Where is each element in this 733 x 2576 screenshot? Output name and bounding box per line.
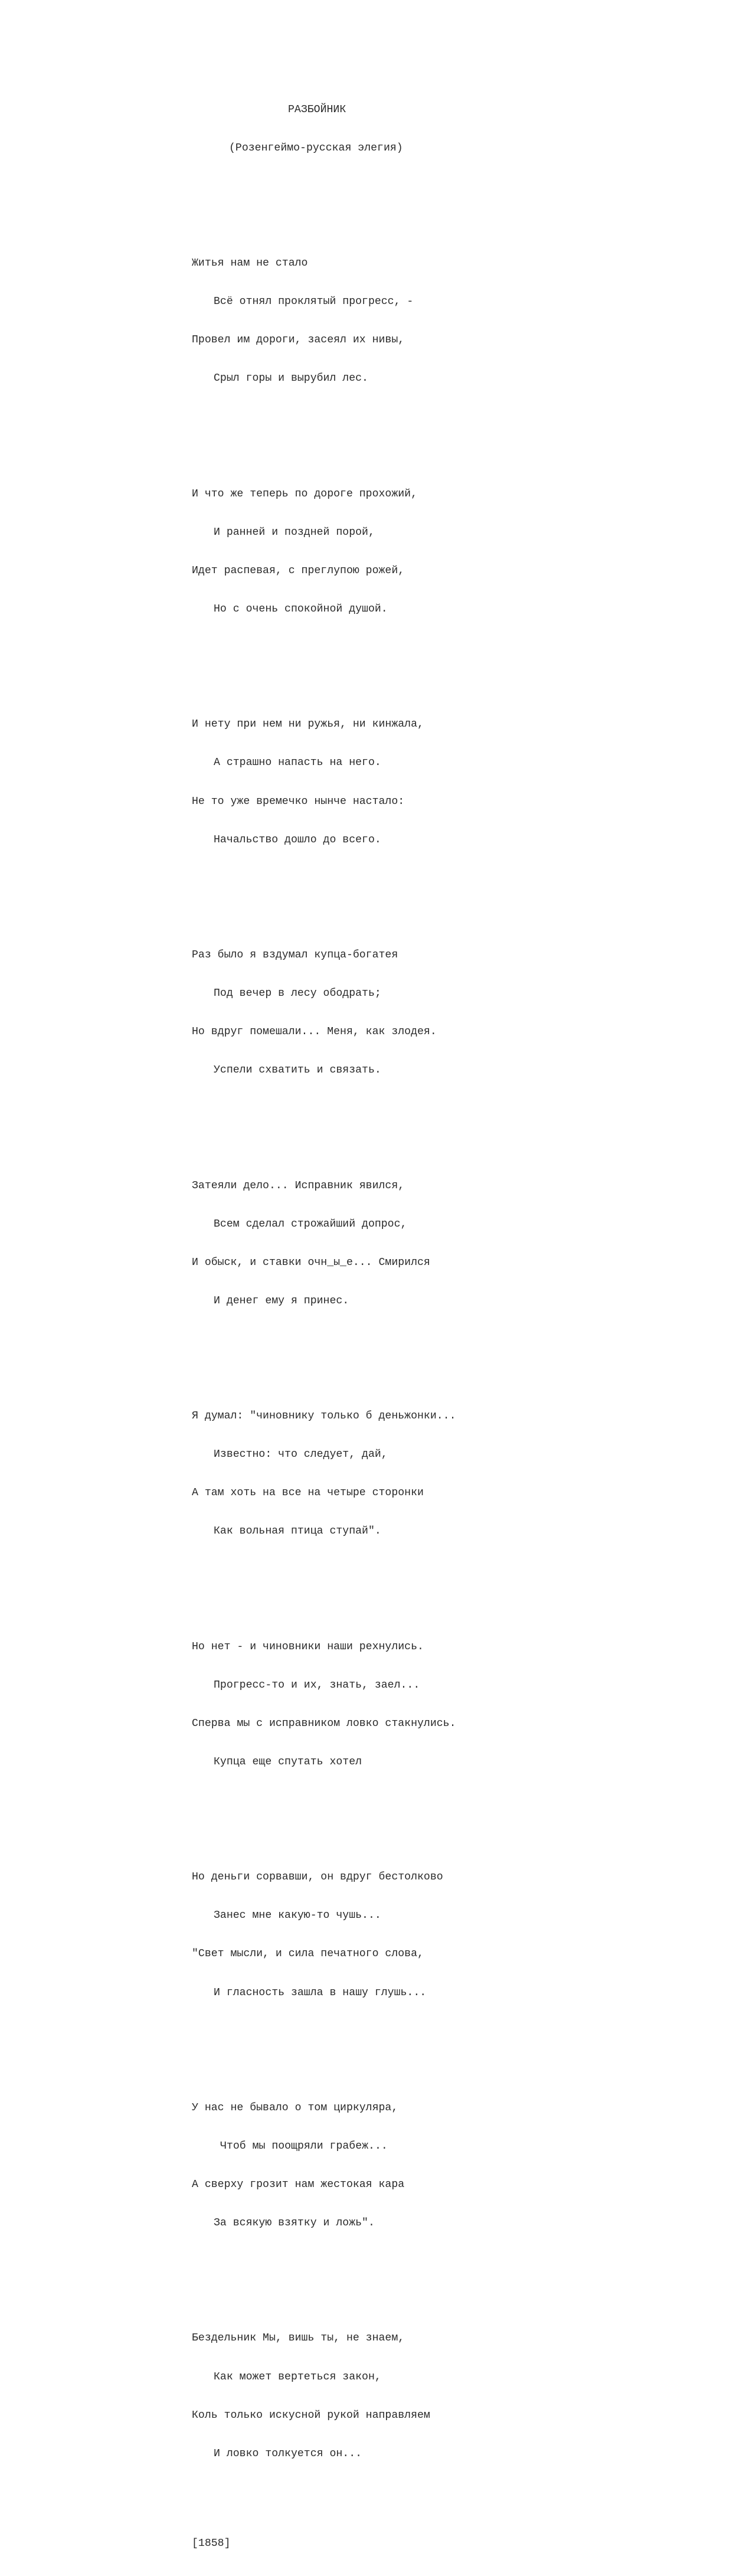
stanza-10 (192, 2307, 711, 2486)
verse-line: Под вечер в лесу ободрать; (214, 988, 381, 1000)
poem-header (192, 78, 711, 181)
verse-line: И нету при нем ни ружья, ни кинжала, (192, 718, 424, 731)
verse-line: Раз было я вздумал купца-богатея (192, 949, 398, 961)
verse-line: Занес мне какую-то чушь... (214, 1910, 381, 1922)
verse-line: Как может вертеться закон, (214, 2371, 381, 2383)
verse-line: Срыл горы и вырубил лес. (214, 372, 368, 385)
verse-line: Я думал: "чиновнику только б деньжонки... (192, 1410, 456, 1423)
stanza-5 (192, 1154, 711, 1333)
verse-line: И ранней и поздней порой, (214, 526, 375, 538)
verse-line: И обыск, и ставки очн_ы_е... Смирился (192, 1256, 430, 1269)
verse-line: Но нет - и чиновники наши рехнулись. (192, 1640, 424, 1653)
verse-line: Успели схватить и связать. (214, 1064, 381, 1077)
verse-line: Не то уже времечко нынче настало: (192, 795, 405, 808)
verse-line: Всем сделал строжайший допрос, (214, 1218, 407, 1230)
verse-line: Но с очень спокойной душой. (214, 603, 388, 616)
verse-line: А сверху грозит нам жестокая кара (192, 2179, 405, 2191)
poem-title: РАЗБОЙНИК (288, 103, 346, 116)
stanza-8 (192, 1846, 711, 2025)
stanza-7 (192, 1615, 711, 1794)
verse-line: А там хоть на все на четыре сторонки (192, 1487, 424, 1499)
verse-line: Житья нам не стало (192, 257, 308, 270)
verse-line: А страшно напасть на него. (214, 757, 381, 769)
stanza-3 (192, 693, 711, 872)
stanza-1 (192, 232, 711, 411)
stanza-6 (192, 1385, 711, 1564)
poem (192, 53, 711, 2576)
verse-line: Чтоб мы поощряли грабеж... (220, 2140, 388, 2152)
verse-line: Идет распевая, с преглупою рожей, (192, 564, 405, 577)
verse-line: Но деньги сорвавши, он вдруг бестолково (192, 1871, 443, 1884)
stanza-2 (192, 462, 711, 642)
stanza-9 (192, 2076, 711, 2255)
verse-line: Затеяли дело... Исправник явился, (192, 1179, 405, 1192)
verse-line: Сперва мы с исправником ловко стакнулись. (192, 1717, 456, 1730)
verse-line: Как вольная птица ступай". (214, 1525, 381, 1538)
verse-line: Бездельник Мы, вишь ты, не знаем, (192, 2332, 405, 2345)
verse-line: Но вдруг помешали... Меня, как злодея. (192, 1026, 437, 1038)
verse-line: И денег ему я принес. (214, 1294, 349, 1307)
verse-line: Известно: что следует, дай, (214, 1449, 388, 1461)
verse-line: И ловко толкуется он... (214, 2447, 362, 2460)
verse-line: Купца еще спутать хотел (214, 1756, 362, 1768)
stanza-4 (192, 924, 711, 1103)
poem-subtitle: (Розенгеймо-русская элегия) (229, 142, 403, 154)
poem-date: [1858] (192, 2537, 231, 2549)
verse-line: И что же теперь по дороге прохожий, (192, 488, 417, 500)
verse-line: Провел им дороги, засеял их нивы, (192, 334, 405, 346)
verse-line: "Свет мысли, и сила печатного слова, (192, 1948, 424, 1960)
verse-line: Всё отнял проклятый прогресс, - (214, 296, 414, 308)
verse-line: У нас не бывало о том циркуляра, (192, 2101, 398, 2114)
verse-line: Коль только искусной рукой направляем (192, 2409, 430, 2421)
verse-line: За всякую взятку и ложь". (214, 2217, 375, 2230)
verse-line: Прогресс-то и их, знать, заел... (214, 1679, 420, 1691)
verse-line: И гласность зашла в нашу глушь... (214, 1986, 427, 1999)
verse-line: Начальство дошло до всего. (214, 833, 381, 846)
